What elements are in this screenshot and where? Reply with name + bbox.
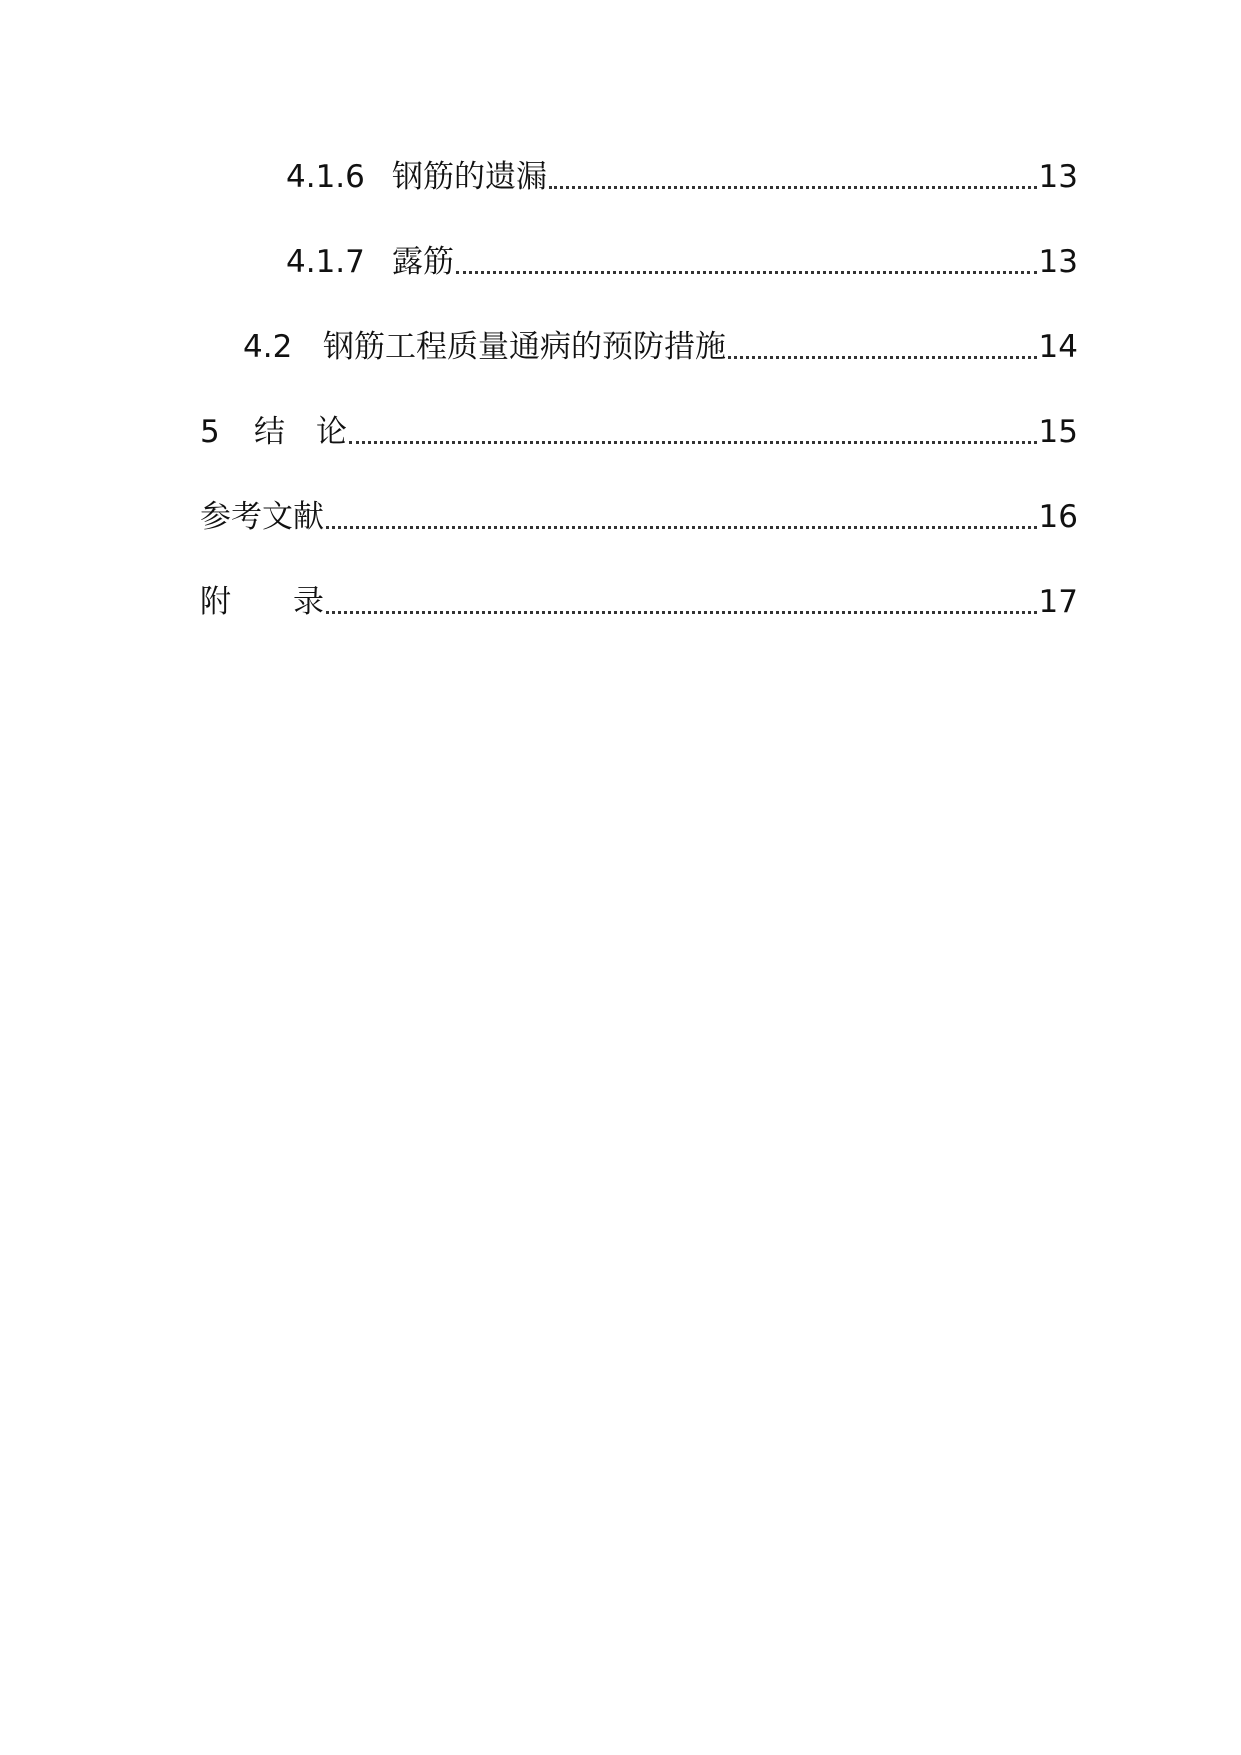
toc-entry[interactable]	[286, 240, 1078, 284]
toc-entry[interactable]	[286, 155, 1078, 199]
toc-entry-title: 钢筋的遗漏	[392, 159, 547, 195]
toc-entry-title: 露筋	[392, 244, 454, 280]
toc-dot-leader	[349, 410, 1037, 454]
toc-entry-page: 13	[1038, 159, 1078, 195]
toc-dot-leader	[728, 325, 1037, 369]
toc-entry-number: 5	[200, 414, 220, 450]
toc-entry-number: 4.1.7	[286, 244, 365, 280]
toc-entry-title: 参考文献	[200, 499, 324, 535]
toc-entry-page: 13	[1038, 244, 1078, 280]
toc-entry-page: 17	[1038, 584, 1078, 620]
toc-dot-leader	[326, 580, 1037, 624]
toc-entry-page: 14	[1038, 329, 1078, 365]
toc-entry-number: 4.2	[243, 329, 293, 365]
toc-dot-leader	[456, 240, 1037, 284]
toc-entry-page: 16	[1038, 499, 1078, 535]
toc-entry-number: 4.1.6	[286, 159, 365, 195]
toc-dot-leader	[326, 495, 1037, 539]
toc-dot-leader	[549, 155, 1037, 199]
toc-entry-title: 结 论	[254, 414, 347, 450]
toc-entry[interactable]	[243, 325, 1078, 369]
toc-entry-page: 15	[1038, 414, 1078, 450]
toc-entry-title: 附 录	[200, 584, 324, 620]
toc-entry[interactable]	[200, 495, 1078, 539]
toc-entry[interactable]	[200, 410, 1078, 454]
toc-entry[interactable]	[200, 580, 1078, 624]
toc-entry-title: 钢筋工程质量通病的预防措施	[323, 329, 726, 365]
